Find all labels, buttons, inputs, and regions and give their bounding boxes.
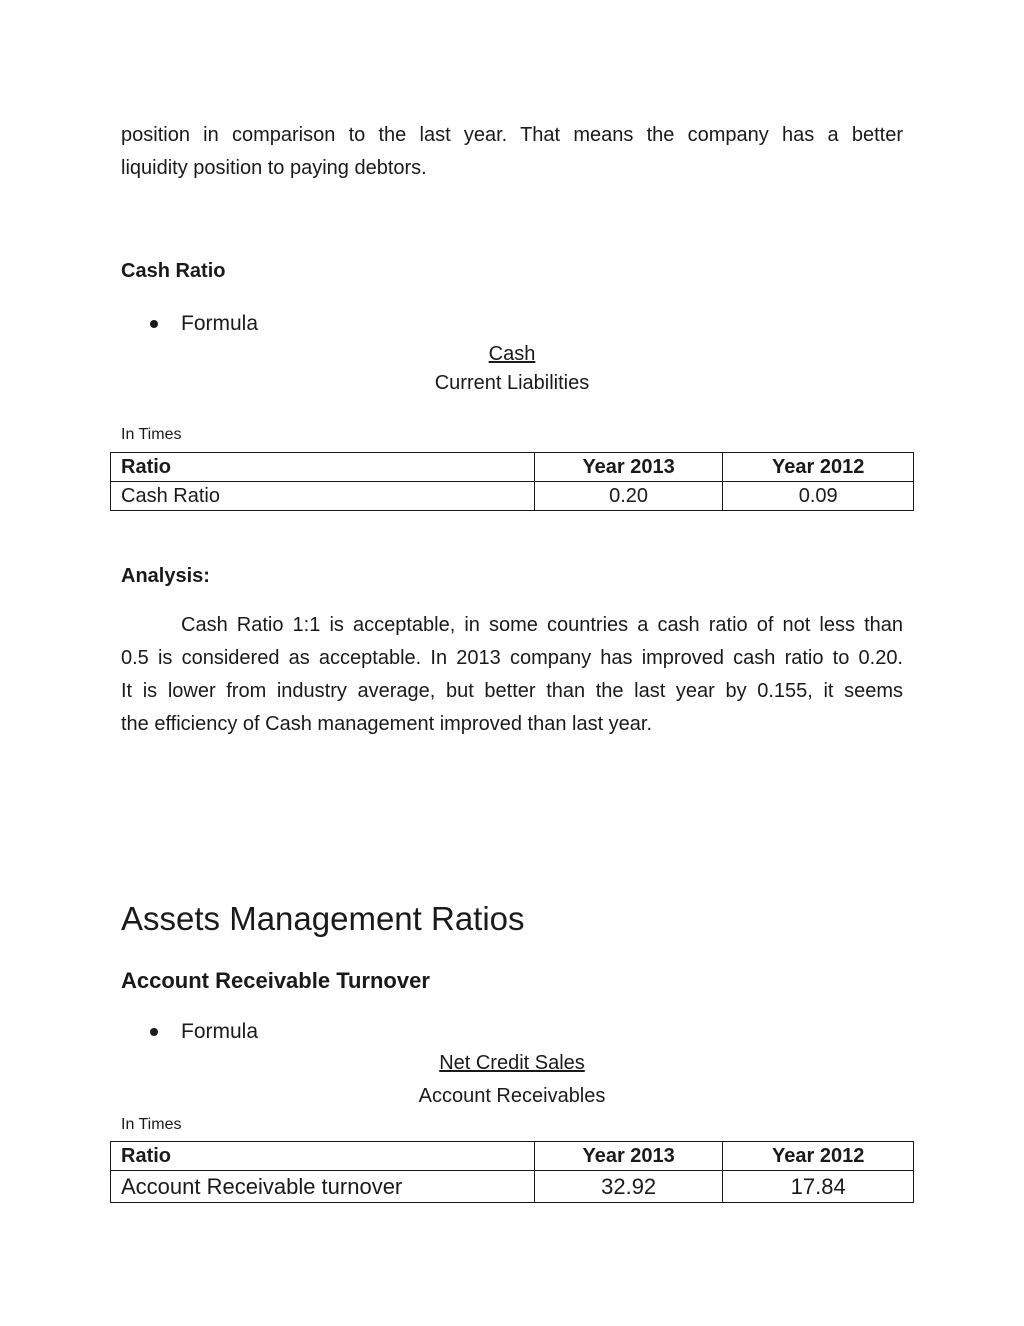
header-year-2013: Year 2013 (534, 453, 723, 482)
table-header-row (111, 453, 914, 482)
formula-numerator: Cash (488, 343, 536, 365)
cell-2013: 0.20 (534, 482, 723, 511)
cash-ratio-bullet (150, 312, 258, 336)
cash-ratio-heading: Cash Ratio (121, 260, 226, 282)
section-title: Assets Management Ratios (121, 900, 525, 937)
analysis-line-4: the efficiency of Cash management improved than last year. (121, 713, 653, 735)
intro-paragraph (121, 119, 903, 185)
analysis-heading: Analysis: (121, 565, 210, 587)
cell-2013: 32.92 (534, 1171, 723, 1203)
table-row (111, 1171, 914, 1203)
analysis-line-2: 0.5 is considered as acceptable. In 2013 company has improved cash ratio to 0.20. (121, 647, 903, 669)
cell-2012: 17.84 (723, 1171, 914, 1203)
intro-line-2: liquidity position to paying debtors. (121, 157, 427, 179)
intro-line-1: position in comparison to the last year. That means the company has a better (121, 124, 903, 146)
unit-label: In Times (121, 1116, 182, 1133)
header-ratio: Ratio (111, 1142, 535, 1171)
bullet-label: Formula (181, 1020, 259, 1043)
bullet-label: Formula (181, 312, 259, 335)
cash-ratio-table (110, 452, 914, 511)
header-ratio: Ratio (111, 453, 535, 482)
analysis-line-3: It is lower from industry average, but better than the last year by 0.155, it seems (121, 680, 903, 702)
table-row (111, 482, 914, 511)
header-year-2013: Year 2013 (534, 1142, 723, 1171)
formula-denominator: Account Receivables (418, 1085, 606, 1107)
unit-label: In Times (121, 426, 182, 443)
formula-numerator: Net Credit Sales (439, 1052, 585, 1074)
bullet-icon (150, 320, 158, 328)
ar-formula (312, 1049, 712, 1111)
ar-turnover-table (110, 1141, 914, 1203)
bullet-icon (150, 1028, 158, 1036)
cell-ratio-name: Account Receivable turnover (111, 1171, 535, 1203)
cash-ratio-formula (312, 340, 712, 398)
ar-turnover-heading: Account Receivable Turnover (121, 968, 430, 993)
analysis-line-1: Cash Ratio 1:1 is acceptable, in some countries a cash ratio of not less than (181, 614, 903, 636)
header-year-2012: Year 2012 (723, 1142, 914, 1171)
analysis-paragraph (121, 609, 903, 741)
cell-2012: 0.09 (723, 482, 914, 511)
header-year-2012: Year 2012 (723, 453, 914, 482)
formula-denominator: Current Liabilities (434, 372, 590, 394)
cell-ratio-name: Cash Ratio (111, 482, 535, 511)
table-header-row (111, 1142, 914, 1171)
ar-bullet (150, 1020, 258, 1044)
